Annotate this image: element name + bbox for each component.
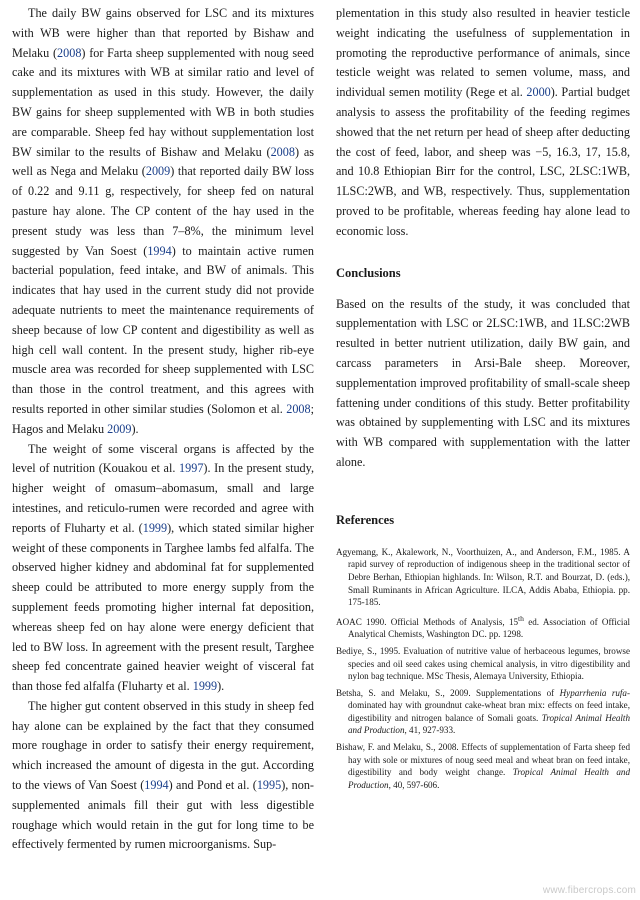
citation-link[interactable]: 1999 — [192, 679, 218, 694]
conclusions-heading: Conclusions — [336, 265, 401, 280]
text: ) as well as Nega and Melaku ( — [12, 144, 314, 179]
citation-link[interactable]: 2008 — [286, 401, 311, 416]
paragraph-bw-gains — [12, 4, 314, 440]
text: ), non-supplemented animals fill their gut with less digestible roughage which would retain in the gut for long time to be effectively fermented by rumen microorganisms. Sup- — [12, 778, 314, 852]
citation-link[interactable]: 2009 — [107, 421, 132, 436]
text: ) to maintain active rumen bacterial population, feed intake, and BW of animals. This indicates that hay used in the current study did not provide adequate nutrients to meet the maintenance requirements of sheep because of low CP content and digestibility as well as high cell wall content. In the present study, higher rib-eye muscle area was recorded for sheep supplemented with LSC than those in the control treatment, and this agrees with results reported in other similar studies (Solomon et al. — [12, 243, 314, 416]
citation-link[interactable]: 1997 — [179, 461, 204, 476]
journal-name: Tropical Animal Health and Production — [348, 712, 631, 736]
text: ). — [131, 421, 139, 436]
citation-link[interactable]: 2009 — [145, 164, 171, 179]
text: ). Partial budget analysis to assess the profitability of the feeding regimes showed that the net return per head of sheep after deducting the cost of feed, labor, and sheep was −5, 16.3, 17, 15.8, and 10.8 Ethiopian Birr for the control, LSC, 2LSC:1WB, 1LSC:2WB, and WB, respectively. Thus, supplementation proved to be profitable, whereas feeding hay alone lead to economic loss. — [336, 85, 630, 238]
journal-name: Tropical Animal Health and Production — [348, 767, 631, 790]
text: Bishaw, F. and Melaku, S., 2008. Effects of supplementation of Farta sheep fed hay with sole or mixtures of noug seed meal and wheat bran on feed intake, digestibility and body weight change. — [336, 742, 630, 778]
text: ). In the present study, higher weight of omasum–abomasum, small and large intestines, and reticulo-rumen were recorded and agree with reports of Fluharty et al. ( — [12, 461, 314, 535]
paragraph-visceral-organs — [12, 440, 314, 697]
reference-item: Bediye, S., 1995. Evaluation of nutritive value of herbaceous legumes, browse species and oil seed cakes using chemical analysis, in vitro digestibility and nylon bag technique. MSc Thesis, Alemaya University, Ethiopia. — [336, 645, 630, 682]
text: ) for Farta sheep supplemented with noug seed cake and its mixtures with WB at similar ratio and level of supplementation as used in this study. However, the daily BW gains for sheep supplemented with WB in both studies are comparable. Sheep fed hay without supplementation lost BW similar to the results of Bishaw and Melaku ( — [12, 45, 314, 159]
conclusions-paragraph: Based on the results of the study, it was concluded that supplementation with LSC or 2LSC:1WB, and 1LSC:2WB resulted in better nutrient utilization, daily BW gain, and carcass parameters in Arsi-Bale sheep. Moreover, supplementation improved profitability of small-scale sheep fattening under conditions of this study. Better profitability was obtained by supplementing with LSC and its mixtures with WB compared with supplementation with the latter alone. — [336, 296, 630, 469]
text: ). — [217, 679, 225, 694]
citation-link[interactable]: 1994 — [144, 778, 169, 793]
citation-link[interactable]: 1999 — [142, 520, 168, 535]
citation-link[interactable]: 1995 — [256, 778, 282, 793]
citation-link[interactable]: 2000 — [526, 85, 551, 100]
text: ), which stated similar higher weight of these components in Targhee lambs fed alfalfa. The observed higher kidney and abdominal fat for supplemented sheep could be attributed to more energy supply from the supplement feeds promoting higher internal fat deposition, whereas sheep fed on hay alone were energy deficient that led to BW loss. In agreement with the present result, Targhee sheep fed concentrate gained heavier weight of visceral fat than those fed alfalfa (Fluharty et al. — [12, 520, 314, 694]
citation-link[interactable]: 1994 — [147, 243, 172, 258]
text: ed. Association of Official Analytical Chemists, Washington DC. pp. 1298. — [348, 616, 631, 640]
paragraph-supplementation-continued — [336, 4, 630, 242]
references-list — [336, 546, 630, 792]
superscript: th — [518, 613, 524, 623]
text: plementation in this study also resulted in heavier testicle weight indicating the usefulness of supplementation in promoting the reproductive performance of animals, since testicle weight was related to semen volume, mass, and individual semen motility (Rege et al. — [336, 6, 630, 100]
citation-link[interactable]: 2008 — [270, 144, 295, 159]
text: ) that reported daily BW loss of 0.22 and 9.11 g, respectively, for sheep fed on natural pasture hay alone. The CP content of the hay used in the present study was less than 7–8%, the minimum level suggested by Van Soest ( — [12, 164, 315, 258]
references-heading: References — [336, 512, 395, 527]
text: , 40, 597-606. — [388, 779, 440, 790]
reference-item — [336, 613, 630, 641]
citation-link[interactable]: 2008 — [57, 45, 82, 60]
text: ) and Pond et al. ( — [168, 778, 257, 793]
text: The weight of some visceral organs is affected by the level of nutrition (Kouakou et al. — [12, 441, 314, 476]
text: The daily BW gains observed for LSC and its mixtures with WB were higher than that reported by Bishaw and Melaku ( — [12, 6, 314, 60]
reference-item: Agyemang, K., Akalework, N., Voorthuizen, A., and Anderson, F.M., 1985. A rapid survey of reproduction of indigenous sheep in the traditional sector of Debre Berhan, Ethiopian highlands. In: Wilson, R.T. and Bourzat, D. (eds.), Small Ruminants in African Agriculture. ILCA, Addis Ababa, Ethiopia. pp. 175-185. — [336, 546, 630, 608]
text: ; Hagos and Melaku — [12, 401, 314, 436]
text: Betsha, S. and Melaku, S., 2009. Supplementations of — [336, 687, 560, 698]
species-name: Hyparrhenia rufa — [559, 687, 627, 698]
right-column — [336, 4, 630, 795]
left-column — [12, 4, 314, 855]
watermark: www.fibercrops.com — [542, 885, 636, 896]
text: AOAC 1990. Official Methods of Analysis, 15 — [336, 616, 519, 627]
text: The higher gut content observed in this study in sheep fed hay alone can be explained by the fact that they consumed more roughage in order to satisfy their energy requirement, which increased the amount of digesta in the gut. According to the views of Van Soest ( — [12, 698, 314, 793]
text: , 41, 927-933. — [404, 725, 456, 736]
reference-item — [336, 741, 630, 791]
text: -dominated hay with groundnut cake-wheat bran mix: effects on feed intake, digestibility and nitrogen balance of Somali goats. — [348, 687, 631, 723]
reference-item — [336, 687, 630, 737]
paragraph-gut-content — [12, 697, 314, 855]
